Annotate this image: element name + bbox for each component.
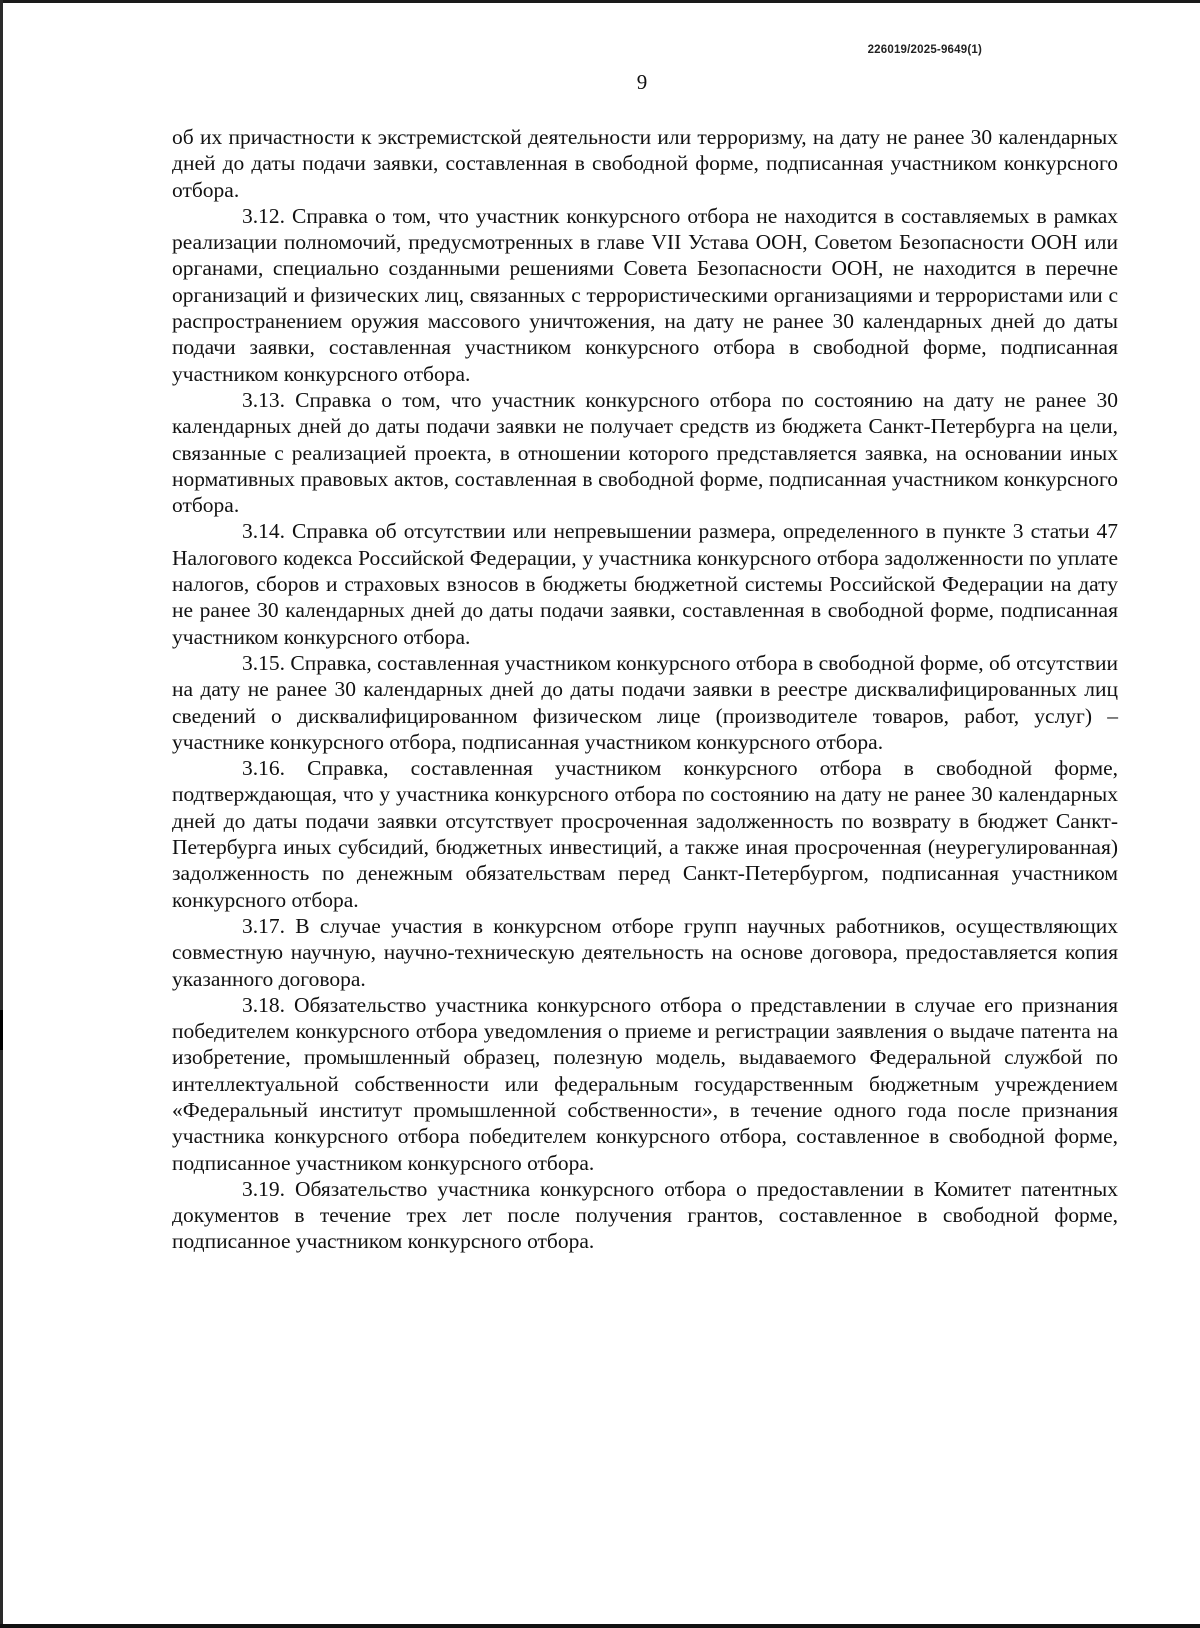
- paragraph-3-12: 3.12. Справка о том, что участник конкурсного отбора не находится в составляемых в рамках реализации полномочий, предусмотренных в главе VII Устава ООН, Советом Безопасности ООН или органами, специально созданными решениями Совета Безопасности ООН, не находится в перечне организаций и физических лиц, связанных с террористическими организациями и террористами или с распространением оружия массового уничтожения, на дату не ранее 30 календарных дней до даты подачи заявки, составленная участником конкурсного отбора в свободной форме, подписанная участником конкурсного отбора.: [172, 203, 1118, 386]
- paragraph-3-13: 3.13. Справка о том, что участник конкурсного отбора по состоянию на дату не ранее 30 календарных дней до даты подачи заявки не получает средств из бюджета Санкт-Петербурга на цели, связанные с реализацией проекта, в отношении которого представляется заявка, на основании иных нормативных правовых актов, составленная в свободной форме, подписанная участником конкурсного отбора.: [172, 387, 1118, 518]
- registration-number: 226019/2025-9649(1): [867, 44, 982, 56]
- paragraph-3-17: 3.17. В случае участия в конкурсном отборе групп научных работников, осуществляющих совместную научную, научно-техническую деятельность на основе договора, предоставляется копия указанного договора.: [172, 913, 1118, 991]
- scan-edge-top: [0, 0, 1200, 3]
- paragraph-3-14: 3.14. Справка об отсутствии или непревышении размера, определенного в пункте 3 статьи 47 Налогового кодекса Российской Федерации, у участника конкурсного отбора задолженности по уплате налогов, сборов и страховых взносов в бюджеты бюджетной системы Российской Федерации на дату не ранее 30 календарных дней до даты подачи заявки, составленная в свободной форме, подписанная участником конкурсного отбора.: [172, 519, 1118, 649]
- document-body: [172, 124, 1118, 1255]
- page-number: 9: [636, 70, 648, 94]
- paragraph-3-16: 3.16. Справка, составленная участником конкурсного отбора в свободной форме, подтверждающая, что у участника конкурсного отбора по состоянию на дату не ранее 30 календарных дней до даты подачи заявки отсутствует просроченная задолженность по возврату в бюджет Санкт-Петербурга иных субсидий, бюджетных инвестиций, а также иная просроченная (неурегулированная) задолженность по денежным обязательствам перед Санкт-Петербургом, подписанная участником конкурсного отбора.: [172, 756, 1118, 912]
- scan-edge-left: [0, 0, 3, 1628]
- paragraph-3-18: 3.18. Обязательство участника конкурсного отбора о представлении в случае его признания победителем конкурсного отбора уведомления о приеме и регистрации заявления о выдаче патента на изобретение, промышленный образец, полезную модель, выдаваемого Федеральной службой по интеллектуальной собственности или федеральным государственным бюджетным учреждением «Федеральный институт промышленной собственности», в течение одного года после признания участника конкурсного отбора победителем конкурсного отбора, составленное в свободной форме, подписанное участником конкурсного отбора.: [172, 992, 1118, 1175]
- paragraph-continuation: об их причастности к экстремистской деятельности или терроризму, на дату не ранее 30 календарных дней до даты подачи заявки, составленная в свободной форме, подписанная участником конкурсного отбора.: [172, 125, 1118, 202]
- scan-edge-bottom: [0, 1624, 1200, 1628]
- paragraph-3-15: 3.15. Справка, составленная участником конкурсного отбора в свободной форме, об отсутствии на дату не ранее 30 календарных дней до даты подачи заявки в реестре дисквалифицированных лиц сведений о дисквалифицированном физическом лице (производителе товаров, работ, услуг) – участнике конкурсного отбора, подписанная участником конкурсного отбора.: [172, 650, 1118, 754]
- scan-edge-mark: [0, 1010, 3, 1050]
- paragraph-3-19: 3.19. Обязательство участника конкурсного отбора о предоставлении в Комитет патентных документов в течение трех лет после получения грантов, составленное в свободной форме, подписанное участником конкурсного отбора.: [172, 1176, 1118, 1254]
